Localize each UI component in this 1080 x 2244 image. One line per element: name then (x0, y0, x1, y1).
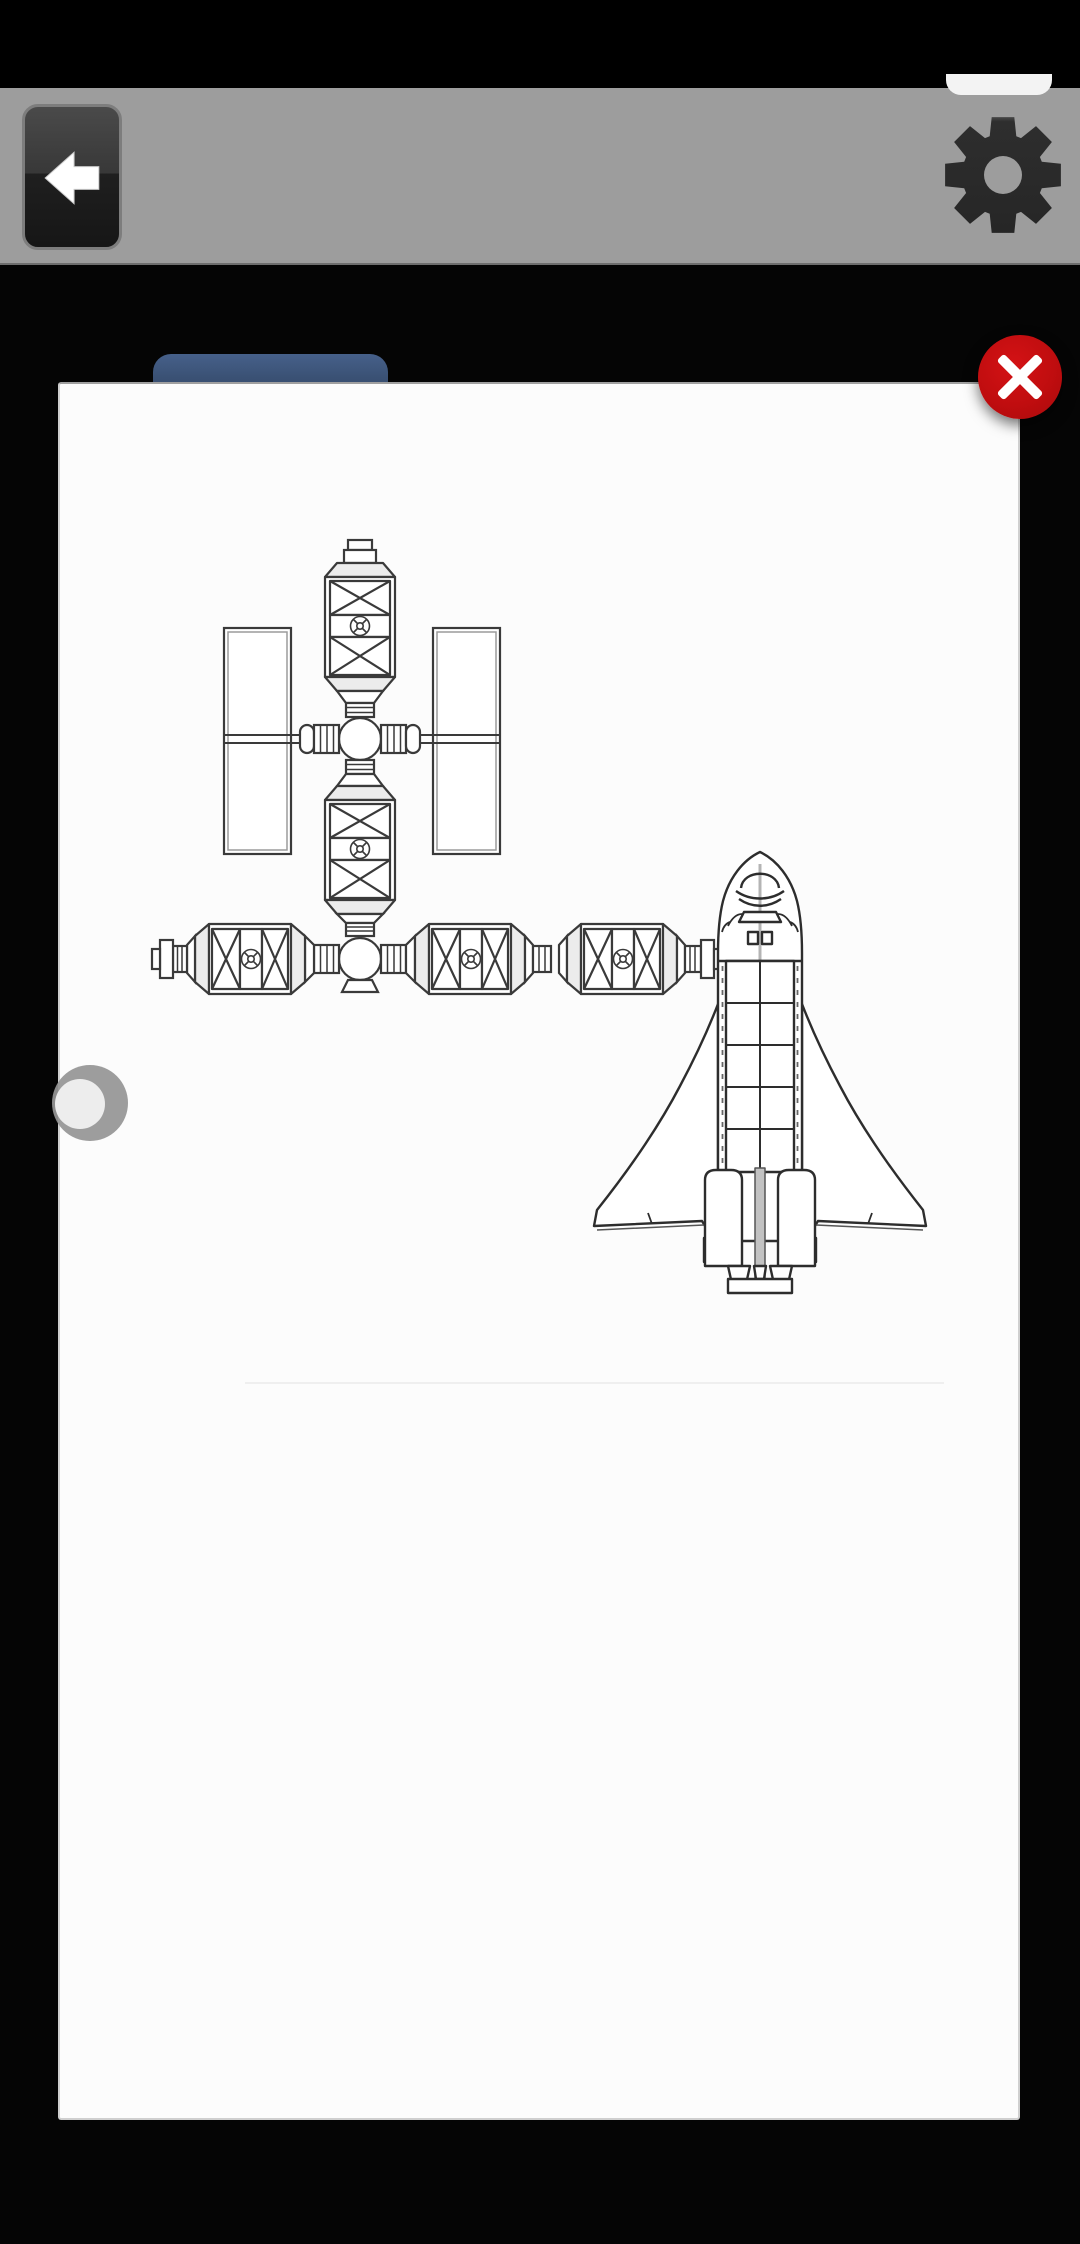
page-title (0, 88, 1080, 263)
station-shuttle-diagram (60, 522, 1022, 1322)
status-bar (0, 0, 1080, 88)
space-shuttle-drawing (594, 852, 926, 1293)
back-button[interactable] (22, 104, 122, 250)
settings-button[interactable] (940, 112, 1066, 238)
dialog-text-top (60, 384, 1018, 484)
close-button[interactable] (978, 335, 1062, 419)
header-bar (0, 88, 1080, 265)
gear-icon (940, 226, 1066, 241)
scroll-thumb-dot (55, 1079, 105, 1129)
background-pill-shape (946, 74, 1052, 95)
dialog-divider (245, 1382, 944, 1384)
space-station-drawing (152, 540, 722, 994)
mission-briefing-dialog (58, 382, 1020, 2120)
